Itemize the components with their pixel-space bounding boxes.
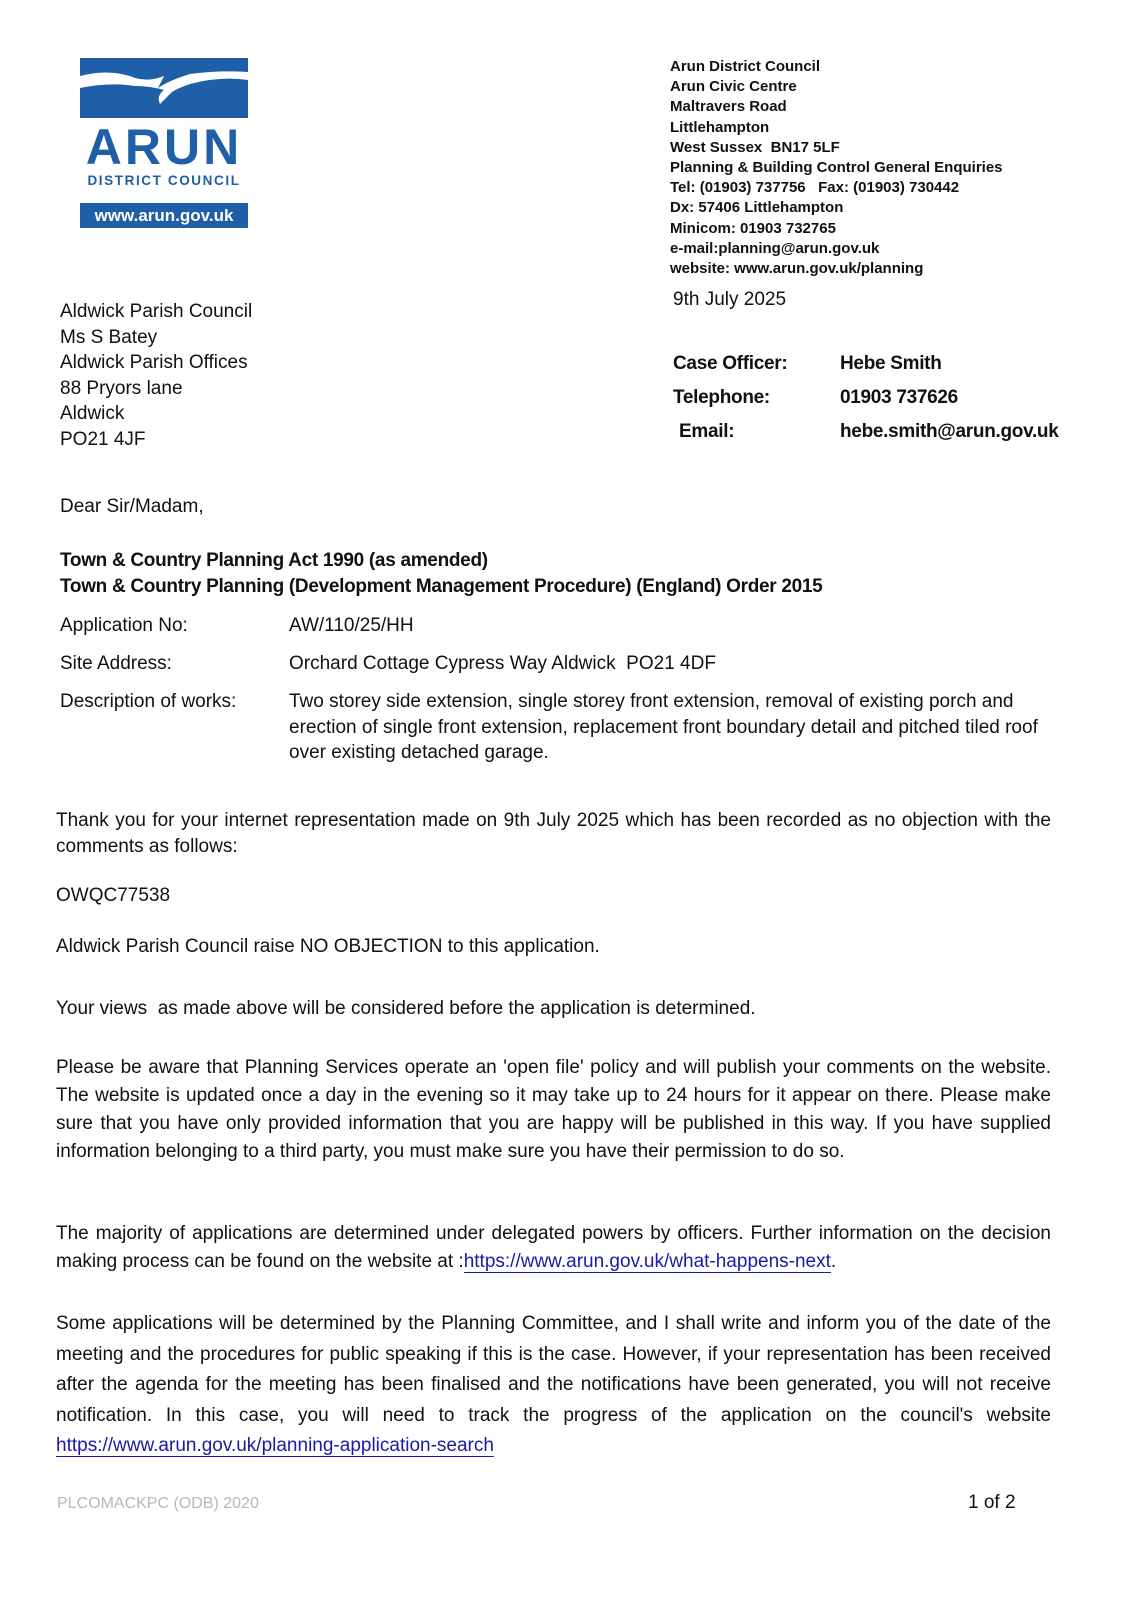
page-number: 1 of 2 — [968, 1492, 1016, 1513]
views-paragraph: Your views as made above will be considered before the application is determined. — [56, 998, 756, 1019]
site-address-label: Site Address: — [60, 653, 172, 674]
footer-code: PLCOMACKPC (ODB) 2020 — [57, 1495, 259, 1512]
svg-text:www.arun.gov.uk: www.arun.gov.uk — [94, 206, 234, 225]
sender-line: Arun Civic Centre — [670, 78, 797, 96]
reference: OWQC77538 — [56, 885, 171, 906]
telephone-label: Telephone: — [673, 387, 770, 408]
thanks-paragraph: Thank you for your internet representation made on 9th July 2025 which has been recorded as no objection with the comments as follows: — [56, 810, 1051, 857]
recipient-line: PO21 4JF — [60, 428, 146, 450]
arun-logo — [80, 58, 248, 228]
site-address: Orchard Cottage Cypress Way Aldwick PO21 4DF — [289, 653, 716, 674]
email: hebe.smith@arun.gov.uk — [840, 421, 1059, 442]
heading-act: Town & Country Planning Act 1990 (as amended) — [60, 550, 488, 571]
recipient-line: 88 Pryors lane — [60, 377, 183, 399]
sender-line: Planning & Building Control General Enquiries — [670, 159, 1003, 177]
description-label: Description of works: — [60, 691, 237, 712]
description: Two storey side extension, single storey front extension, removal of existing porch and erection of single front extension, replacement front boundary detail and pitched tiled roof over existing detached garage. — [289, 691, 1038, 763]
sender-line: website: www.arun.gov.uk/planning — [670, 260, 924, 278]
sender-line: Arun District Council — [670, 58, 821, 75]
svg-text:ARUN: ARUN — [85, 119, 243, 175]
recipient-line: Aldwick Parish Council — [60, 301, 253, 322]
majority-text: The majority of applications are determined under delegated powers by officers. Further information on the decision making process can be found on the website at : — [56, 1223, 1051, 1272]
case-officer: Hebe Smith — [840, 353, 942, 374]
sender-line: e-mail:planning@arun.gov.uk — [670, 239, 880, 257]
letter-date: 9th July 2025 — [673, 289, 787, 310]
recipient-address — [60, 299, 252, 452]
sender-line: West Sussex BN17 5LF — [670, 138, 840, 156]
application-no: AW/110/25/HH — [289, 615, 414, 636]
recipient-line: Aldwick — [60, 403, 125, 424]
sender-line: Littlehampton — [670, 118, 770, 136]
open-file-paragraph: Please be aware that Planning Services operate an 'open file' policy and will publish your comments on the website. The website is updated once a day in the evening so it may take up to 24 hours for it appear on there. Please make sure that you have only provided information that you are happy will be published in this way. If you have supplied information belonging to a third party, you must make sure you have their permission to do so. — [56, 1057, 1051, 1162]
majority-end: . — [830, 1251, 837, 1272]
sender-line: Maltravers Road — [670, 98, 787, 116]
telephone: 01903 737626 — [840, 387, 958, 408]
sender-line: Minicom: 01903 732765 — [670, 219, 836, 237]
sender-line: Tel: (01903) 737756 Fax: (01903) 730442 — [670, 179, 960, 197]
application-no-label: Application No: — [60, 615, 188, 636]
svg-text:DISTRICT COUNCIL: DISTRICT COUNCIL — [87, 173, 241, 188]
majority-paragraph — [56, 1220, 1051, 1276]
committee-text: Some applications will be determined by the Planning Committee, and I shall write and inform you of the date of the meeting and the procedures for public speaking if this is the case. However, if your representation has been received after the agenda for the meeting has been finalised and the notifications have been generated, you will not receive notification. In this case, you will need to track the progress of the application on the council's website — [56, 1313, 1051, 1426]
planning-search-link[interactable]: https://www.arun.gov.uk/planning-application-search — [56, 1435, 494, 1456]
sender-line: Dx: 57406 Littlehampton — [670, 199, 844, 217]
sender-address — [670, 57, 1003, 279]
case-officer-label: Case Officer: — [673, 353, 788, 374]
comment: Aldwick Parish Council raise NO OBJECTION to this application. — [56, 936, 600, 957]
committee-paragraph — [56, 1309, 1051, 1462]
recipient-line: Aldwick Parish Offices — [60, 352, 248, 373]
what-happens-next-link[interactable]: https://www.arun.gov.uk/what-happens-next — [463, 1251, 831, 1272]
email-label: Email: — [679, 421, 735, 442]
salutation: Dear Sir/Madam, — [60, 496, 204, 517]
recipient-line: Ms S Batey — [60, 326, 158, 348]
heading-order: Town & Country Planning (Development Management Procedure) (England) Order 2015 — [60, 576, 823, 597]
